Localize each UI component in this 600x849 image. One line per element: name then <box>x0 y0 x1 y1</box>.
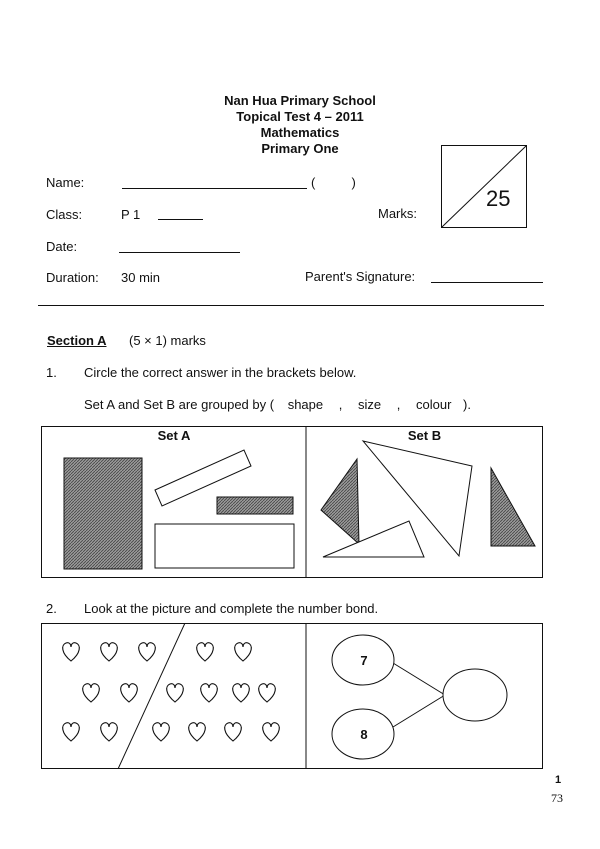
section-a-marks: (5 × 1) marks <box>129 333 206 348</box>
heart-outline-icon <box>83 684 100 702</box>
marks-box-diagonal <box>442 146 526 227</box>
q1-number: 1. <box>46 365 57 380</box>
set-b-label: Set B <box>407 428 442 443</box>
heart-outline-icon <box>101 643 118 661</box>
q1-prompt-start: Set A and Set B are grouped by ( <box>84 397 275 412</box>
parent-signature-label: Parent's Signature: <box>305 269 416 284</box>
school-name: Nan Hua Primary School <box>224 93 376 108</box>
q1-sets-figure <box>41 426 543 578</box>
q2-instruction: Look at the picture and complete the number bond. <box>84 601 379 616</box>
heart-outline-icon <box>153 723 170 741</box>
q1-prompt <box>84 397 471 412</box>
section-a-title: Section A <box>47 333 107 348</box>
heart-outline-icon <box>121 684 138 702</box>
q1-separator-2: , <box>396 397 401 412</box>
register-number-bracket: ( ) <box>311 175 356 190</box>
subject-title: Mathematics <box>260 125 340 140</box>
heart-outline-icon <box>189 723 206 741</box>
test-title: Topical Test 4 – 2011 <box>236 109 364 124</box>
duration-value: 30 min <box>121 270 161 285</box>
bond-line-bottom <box>393 695 445 727</box>
page-number: 1 <box>555 774 562 786</box>
heart-outline-icon <box>263 723 280 741</box>
header-divider <box>38 305 544 306</box>
marks-label: Marks: <box>378 206 417 221</box>
q1-prompt-end: ). <box>463 397 471 412</box>
heart-outline-icon <box>63 643 80 661</box>
q1-separator-1: , <box>338 397 343 412</box>
q1-instruction: Circle the correct answer in the brackets below. <box>84 365 357 380</box>
heart-outline-icon <box>197 643 214 661</box>
heart-outline-icon <box>225 723 242 741</box>
set-a-label: Set A <box>157 428 191 443</box>
heart-outline-icon <box>139 643 156 661</box>
set-b-shaded-triangle-left <box>321 459 359 544</box>
q2-figure <box>41 623 543 769</box>
q1-option-shape[interactable]: shape <box>287 397 324 412</box>
heart-outline-icon <box>63 723 80 741</box>
set-a-shaded-rectangle <box>64 458 142 569</box>
class-value: P 1 <box>121 207 141 222</box>
bond-line-top <box>393 663 445 695</box>
heart-outline-icon <box>259 684 276 702</box>
marks-box <box>441 145 527 228</box>
parent-signature-field[interactable] <box>431 282 543 283</box>
set-b-shaded-triangle-right <box>491 468 535 546</box>
heart-outline-icon <box>235 643 252 661</box>
q1-option-colour[interactable]: colour <box>416 397 452 412</box>
marks-total: 25 <box>486 186 511 211</box>
handwritten-note: 73 <box>551 791 563 805</box>
class-label: Class: <box>46 207 83 222</box>
set-a-shaded-bar <box>217 497 293 514</box>
heart-outline-icon <box>167 684 184 702</box>
bond-whole-circle[interactable] <box>443 669 507 721</box>
q2-number: 2. <box>46 601 57 616</box>
heart-outline-icon <box>233 684 250 702</box>
name-field[interactable] <box>122 188 307 189</box>
date-label: Date: <box>46 239 78 254</box>
name-label: Name: <box>46 175 85 190</box>
bond-bottom-value: 8 <box>360 727 368 742</box>
set-b-small-triangle <box>323 521 424 557</box>
set-a-white-rectangle <box>155 524 294 568</box>
heart-outline-icon <box>201 684 218 702</box>
class-field[interactable] <box>158 219 203 220</box>
level-title: Primary One <box>261 141 339 156</box>
heart-outline-icon <box>101 723 118 741</box>
q1-option-size[interactable]: size <box>358 397 382 412</box>
duration-label: Duration: <box>46 270 99 285</box>
bond-top-value: 7 <box>360 653 368 668</box>
date-field[interactable] <box>119 252 240 253</box>
hearts-divider-line <box>118 623 185 769</box>
